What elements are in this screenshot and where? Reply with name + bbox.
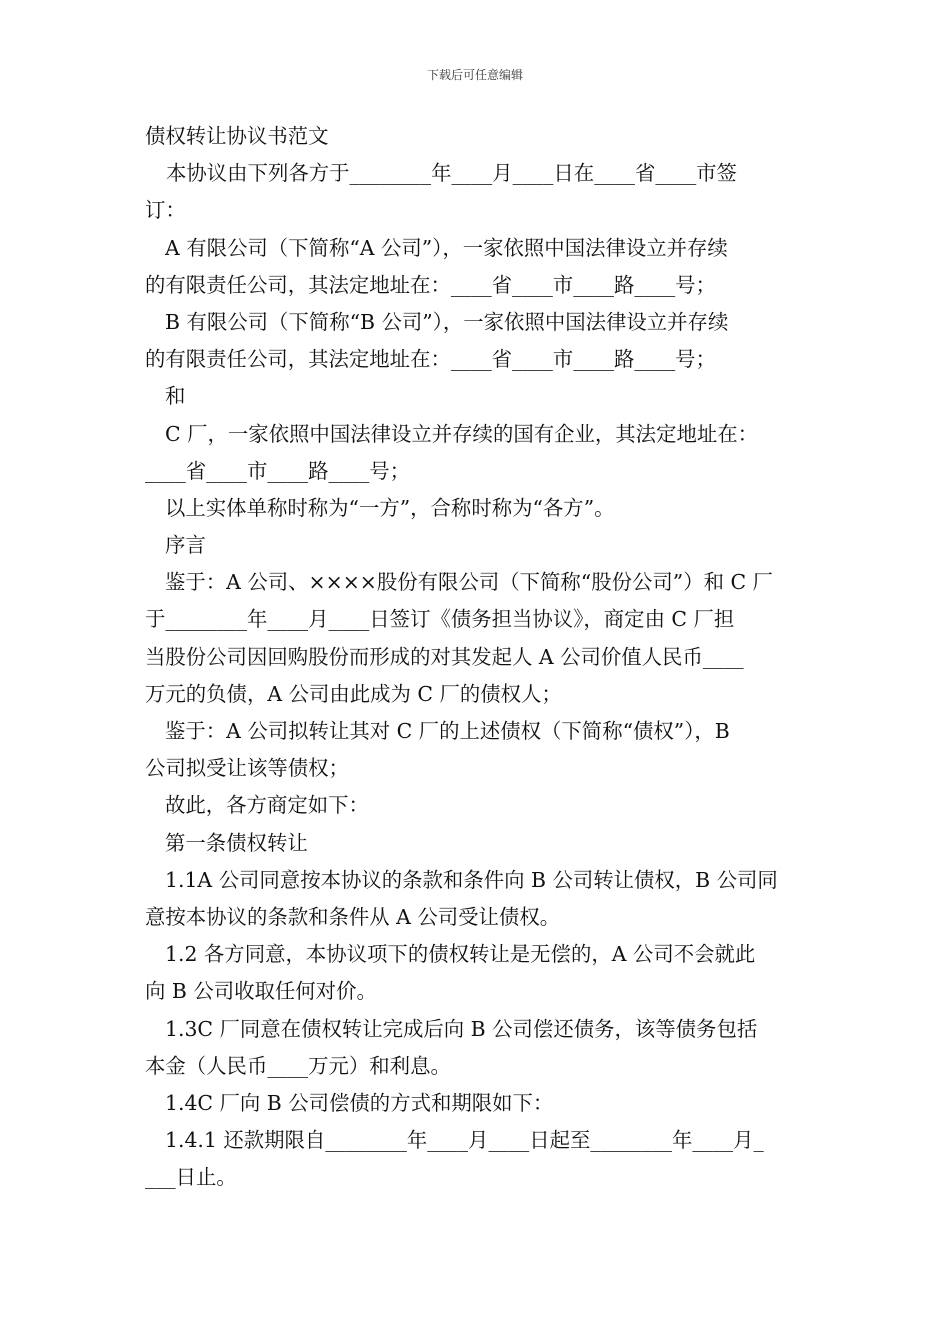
document-line: 和 [165,384,186,409]
document-line: 1.1A 公司同意按本协议的条款和条件向 B 公司转让债权，B 公司同 [165,867,778,892]
document-line: 本协议由下列各方于________年____月____日在____省____市签 [166,161,737,186]
document-line: 的有限责任公司，其法定地址在：____省____市____路____号； [145,347,716,372]
document-line: 公司拟受让该等债权； [145,756,349,781]
document-body [145,118,810,1196]
document-line: 1.2 各方同意，本协议项下的债权转让是无偿的，A 公司不会就此 [165,942,756,967]
document-line: 订： [145,198,186,223]
document-line: 的有限责任公司，其法定地址在：____省____市____路____号； [145,272,716,297]
document-line: 于________年____月____日签订《债务担当协议》，商定由 C 厂担 [145,607,735,632]
document-line: 1.4C 厂向 B 公司偿债的方式和期限如下： [165,1090,554,1115]
document-line: ___日止。 [145,1165,237,1190]
document-line: B 有限公司（下简称“B 公司”），一家依照中国法律设立并存续 [165,309,729,334]
document-line: 本金（人民币____万元）和利息。 [145,1053,451,1078]
document-line: 故此，各方商定如下： [165,793,369,818]
document-line: 鉴于：A 公司拟转让其对 C 厂的上述债权（下简称“债权”），B [165,719,730,743]
document-line: 第一条债权转让 [165,830,308,855]
document-line: A 有限公司（下简称“A 公司”），一家依照中国法律设立并存续 [165,235,728,260]
document-line: 意按本协议的条款和条件从 A 公司受让债权。 [145,904,561,929]
document-line: 当股份公司因回购股份而形成的对其发起人 A 公司价值人民币____ [145,644,744,669]
document-line: 1.4.1 还款期限自________年____月____日起至________年____月_ [165,1128,764,1153]
document-line: 序言 [165,533,206,558]
document-line: 1.3C 厂同意在债权转让完成后向 B 公司偿还债务，该等债务包括 [165,1016,758,1041]
document-line: 鉴于：A 公司、××××股份有限公司（下简称“股份公司”）和 C 厂 [165,570,773,595]
document-line: 以上实体单称时称为“一方”，合称时称为“各方”。 [165,495,615,520]
document-line: 向 B 公司收取任何对价。 [145,979,377,1004]
page-header-note: 下载后可任意编辑 [426,68,523,82]
document-line: C 厂，一家依照中国法律设立并存续的国有企业，其法定地址在： [165,421,759,446]
document-line: 万元的负债，A 公司由此成为 C 厂的债权人； [145,681,562,706]
document-title: 债权转让协议书范文 [145,124,329,148]
document-line: ____省____市____路____号； [145,458,411,483]
